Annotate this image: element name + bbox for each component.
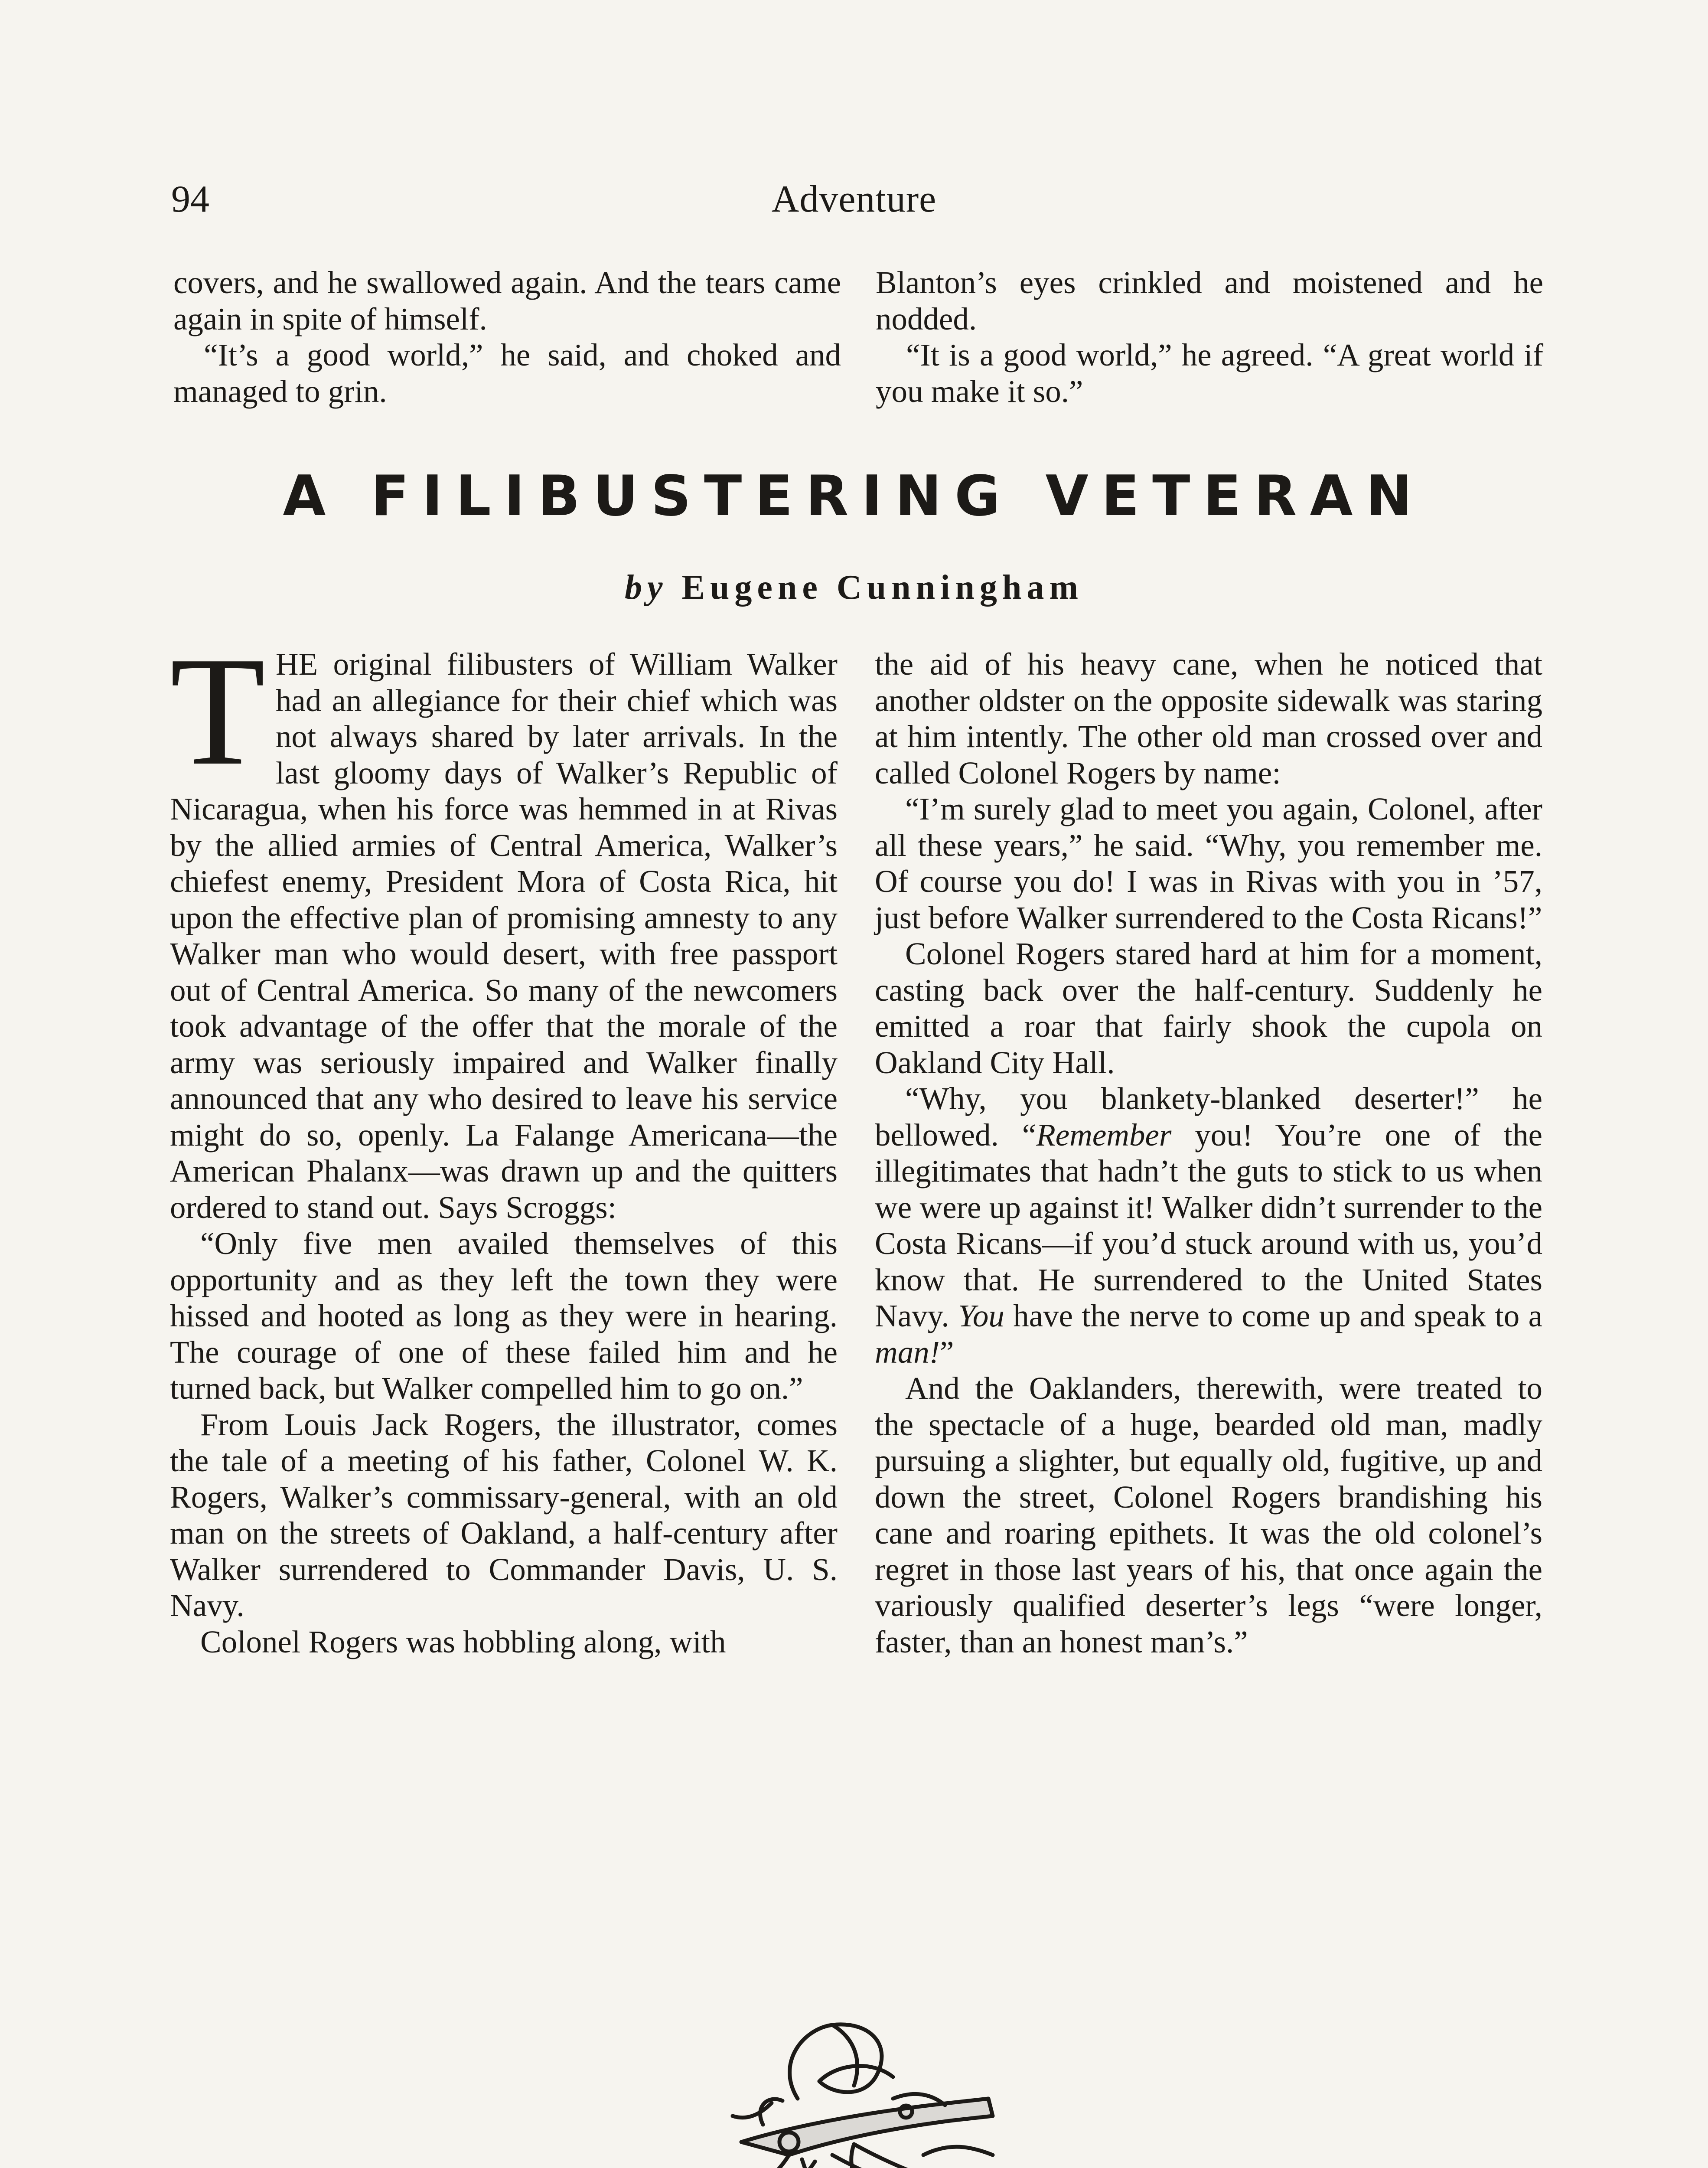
byline-prefix: by bbox=[625, 568, 668, 607]
paragraph: From Louis Jack Rogers, the illustrator, comes the tale of a meeting of his father, Colonel W. K. Rogers, Walker’s commissary-general, with an old man on the streets of Oakland, a half-century after Walker surrendered to Commander Davis, U. S. Navy. bbox=[170, 1407, 838, 1623]
byline bbox=[130, 564, 1578, 611]
emphasis: Remember bbox=[1036, 1117, 1172, 1153]
author-name: Eugene Cunningham bbox=[681, 568, 1083, 607]
paragraph: Colonel Rogers stared hard at him for a moment, casting back over the half-century. Suddenly he emitted a roar that fairly shook the cupola on Oakland City Hall. bbox=[875, 936, 1542, 1080]
previous-story-right-column bbox=[876, 264, 1543, 409]
paragraph: Colonel Rogers was hobbling along, with bbox=[200, 1624, 726, 1659]
previous-story-left-column bbox=[173, 264, 841, 409]
article-right-column bbox=[875, 646, 1542, 1660]
paragraph: covers, and he swallowed again. And the tears came again in spite of himself. bbox=[173, 265, 841, 336]
article-title: A FILIBUSTERING VETERAN bbox=[283, 464, 1425, 529]
text-run: you! You’re one of the illegitimates that hadn’t the guts to stick to us when we were up against it! Walker didn’t surrender to the Costa Ricans—if you’d stuck around with us, you’d know that. He surrendered to the United States Navy. bbox=[875, 1117, 1542, 1333]
text-run: have the nerve to come up and speak to a bbox=[1004, 1298, 1542, 1333]
outburst-paragraph bbox=[875, 1081, 1542, 1370]
text-run: ” bbox=[940, 1334, 954, 1370]
text-run: “Why, you blankety-blanked deserter!” he bellowed. “ bbox=[875, 1081, 1542, 1153]
opening-paragraph-text: HE original filibusters of William Walker had an allegiance for their chief which was not always shared by later arrivals. In the last gloomy days of Walker’s Republic of Nicaragua, when his force was hemmed in at Rivas by the allied armies of Central America, Walker’s chiefest enemy, President Mora of Costa Rica, hit upon the effective plan of promising amnesty to any Walker man who would desert, with free passport out of Central America. So many of the newcomers took advantage of the offer that the morale of the army was seriously impaired and Walker finally announced that any who desired to leave his service might do so, openly. La Falange Americana—the American Phalanx—was drawn up and the quitters ordered to stand out. Says Scroggs: bbox=[170, 646, 838, 1225]
page-number: 94 bbox=[171, 178, 209, 220]
paragraph: “I’m surely glad to meet you again, Colonel, after all these years,” he said. “Why, you remember me. Of course you do! I was in Rivas with you in ’57, just before Walker surrendered to the Costa Ricans!” bbox=[875, 791, 1542, 935]
paragraph: “It is a good world,” he agreed. “A great world if you make it so.” bbox=[876, 337, 1543, 409]
opening-paragraph bbox=[170, 624, 838, 1225]
article-left-column bbox=[170, 624, 838, 1660]
emphasis: man! bbox=[875, 1334, 940, 1370]
paragraph: “It’s a good world,” he said, and choked and managed to grin. bbox=[173, 337, 841, 409]
paragraph: And the Oaklanders, therewith, were treated to the spectacle of a huge, bearded old man, madly pursuing a slighter, but equally old, fugitive, up and down the street, Colonel Rogers brandishing his cane and roaring epithets. It was the old colonel’s regret in those last years of his, that once again the variously qualified deserter’s legs “were longer, faster, than an honest man’s.” bbox=[875, 1371, 1542, 1659]
paragraph: Blanton’s eyes crinkled and moistened and he nodded. bbox=[876, 265, 1543, 336]
crossed-pistols-icon bbox=[689, 2012, 1019, 2168]
paragraph: the aid of his heavy cane, when he noticed that another oldster on the opposite sidewalk was staring at him intently. The other old man crossed over and called Colonel Rogers by name: bbox=[875, 646, 1542, 790]
drop-cap: T bbox=[170, 624, 265, 797]
emphasis: You bbox=[958, 1298, 1004, 1333]
running-head bbox=[171, 173, 1537, 225]
paragraph: “Only five men availed themselves of this opportunity and as they left the town they were hissed and hooted as long as they were in hearing. The courage of one of these failed him and he turned back, but Walker compelled him to go on.” bbox=[170, 1226, 838, 1406]
magazine-title: Adventure bbox=[771, 178, 937, 220]
